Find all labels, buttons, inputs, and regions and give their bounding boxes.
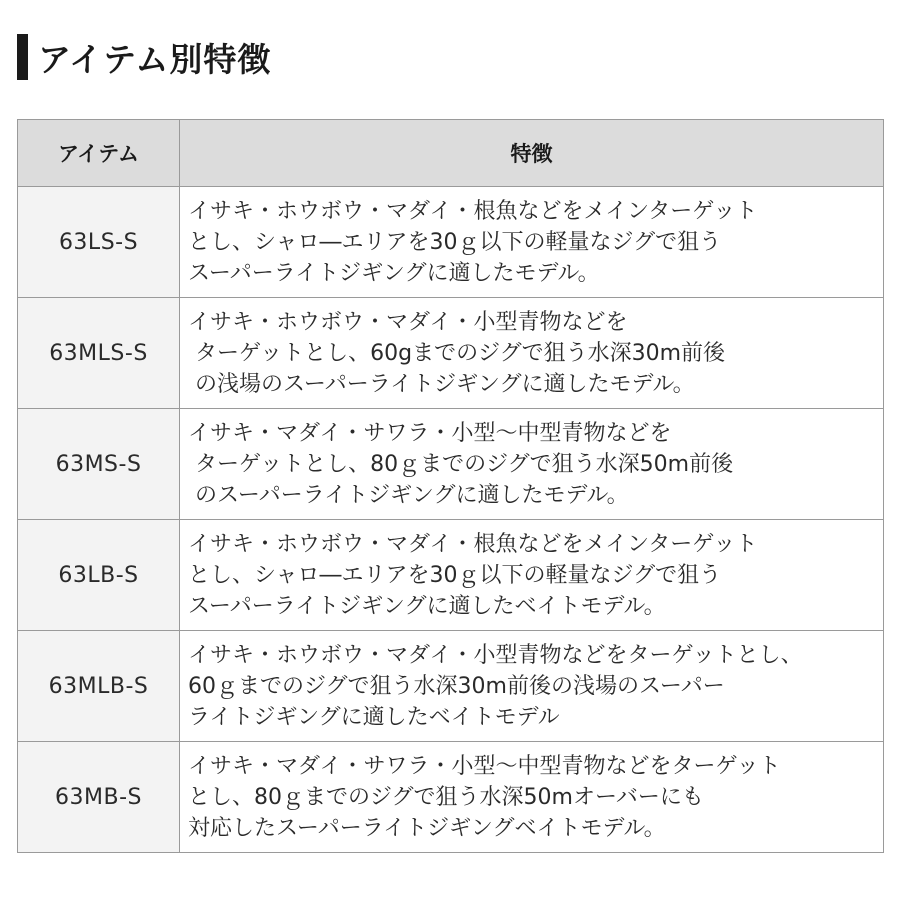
page-title: アイテム別特徴 <box>38 39 272 79</box>
table-row <box>18 298 884 409</box>
item-feature-table <box>17 119 884 853</box>
column-header-item: アイテム <box>18 120 180 187</box>
table-row <box>18 520 884 631</box>
table-header-row <box>18 120 884 187</box>
column-header-feature: 特徴 <box>180 120 884 187</box>
item-code-cell: 63MLB-S <box>18 631 180 742</box>
item-code-cell: 63LS-S <box>18 187 180 298</box>
table-row <box>18 631 884 742</box>
table-row <box>18 742 884 853</box>
feature-description-cell: イサキ・マダイ・サワラ・小型～中型青物などを ターゲットとし、80ｇまでのジグで狙う水深50m前後 のスーパーライトジギングに適したモデル。 <box>180 409 884 520</box>
table-row <box>18 187 884 298</box>
feature-description-cell: イサキ・ホウボウ・マダイ・根魚などをメインターゲット とし、シャロ―エリアを30ｇ以下の軽量なジグで狙う スーパーライトジギングに適したモデル。 <box>180 187 884 298</box>
item-code-cell: 63MLS-S <box>18 298 180 409</box>
heading-accent-bar <box>17 34 28 80</box>
feature-description-cell: イサキ・ホウボウ・マダイ・根魚などをメインターゲット とし、シャロ―エリアを30ｇ以下の軽量なジグで狙う スーパーライトジギングに適したベイトモデル。 <box>180 520 884 631</box>
item-code-cell: 63MB-S <box>18 742 180 853</box>
feature-description-cell: イサキ・ホウボウ・マダイ・小型青物などを ターゲットとし、60gまでのジグで狙う水深30m前後 の浅場のスーパーライトジギングに適したモデル。 <box>180 298 884 409</box>
item-code-cell: 63LB-S <box>18 520 180 631</box>
table-row <box>18 409 884 520</box>
feature-description-cell: イサキ・ホウボウ・マダイ・小型青物などをターゲットとし、 60ｇまでのジグで狙う水深30m前後の浅場のスーパー ライトジギングに適したベイトモデル <box>180 631 884 742</box>
item-code-cell: 63MS-S <box>18 409 180 520</box>
section-heading <box>17 34 271 80</box>
feature-description-cell: イサキ・マダイ・サワラ・小型～中型青物などをターゲット とし、80ｇまでのジグで狙う水深50mオーバーにも 対応したスーパーライトジギングベイトモデル。 <box>180 742 884 853</box>
